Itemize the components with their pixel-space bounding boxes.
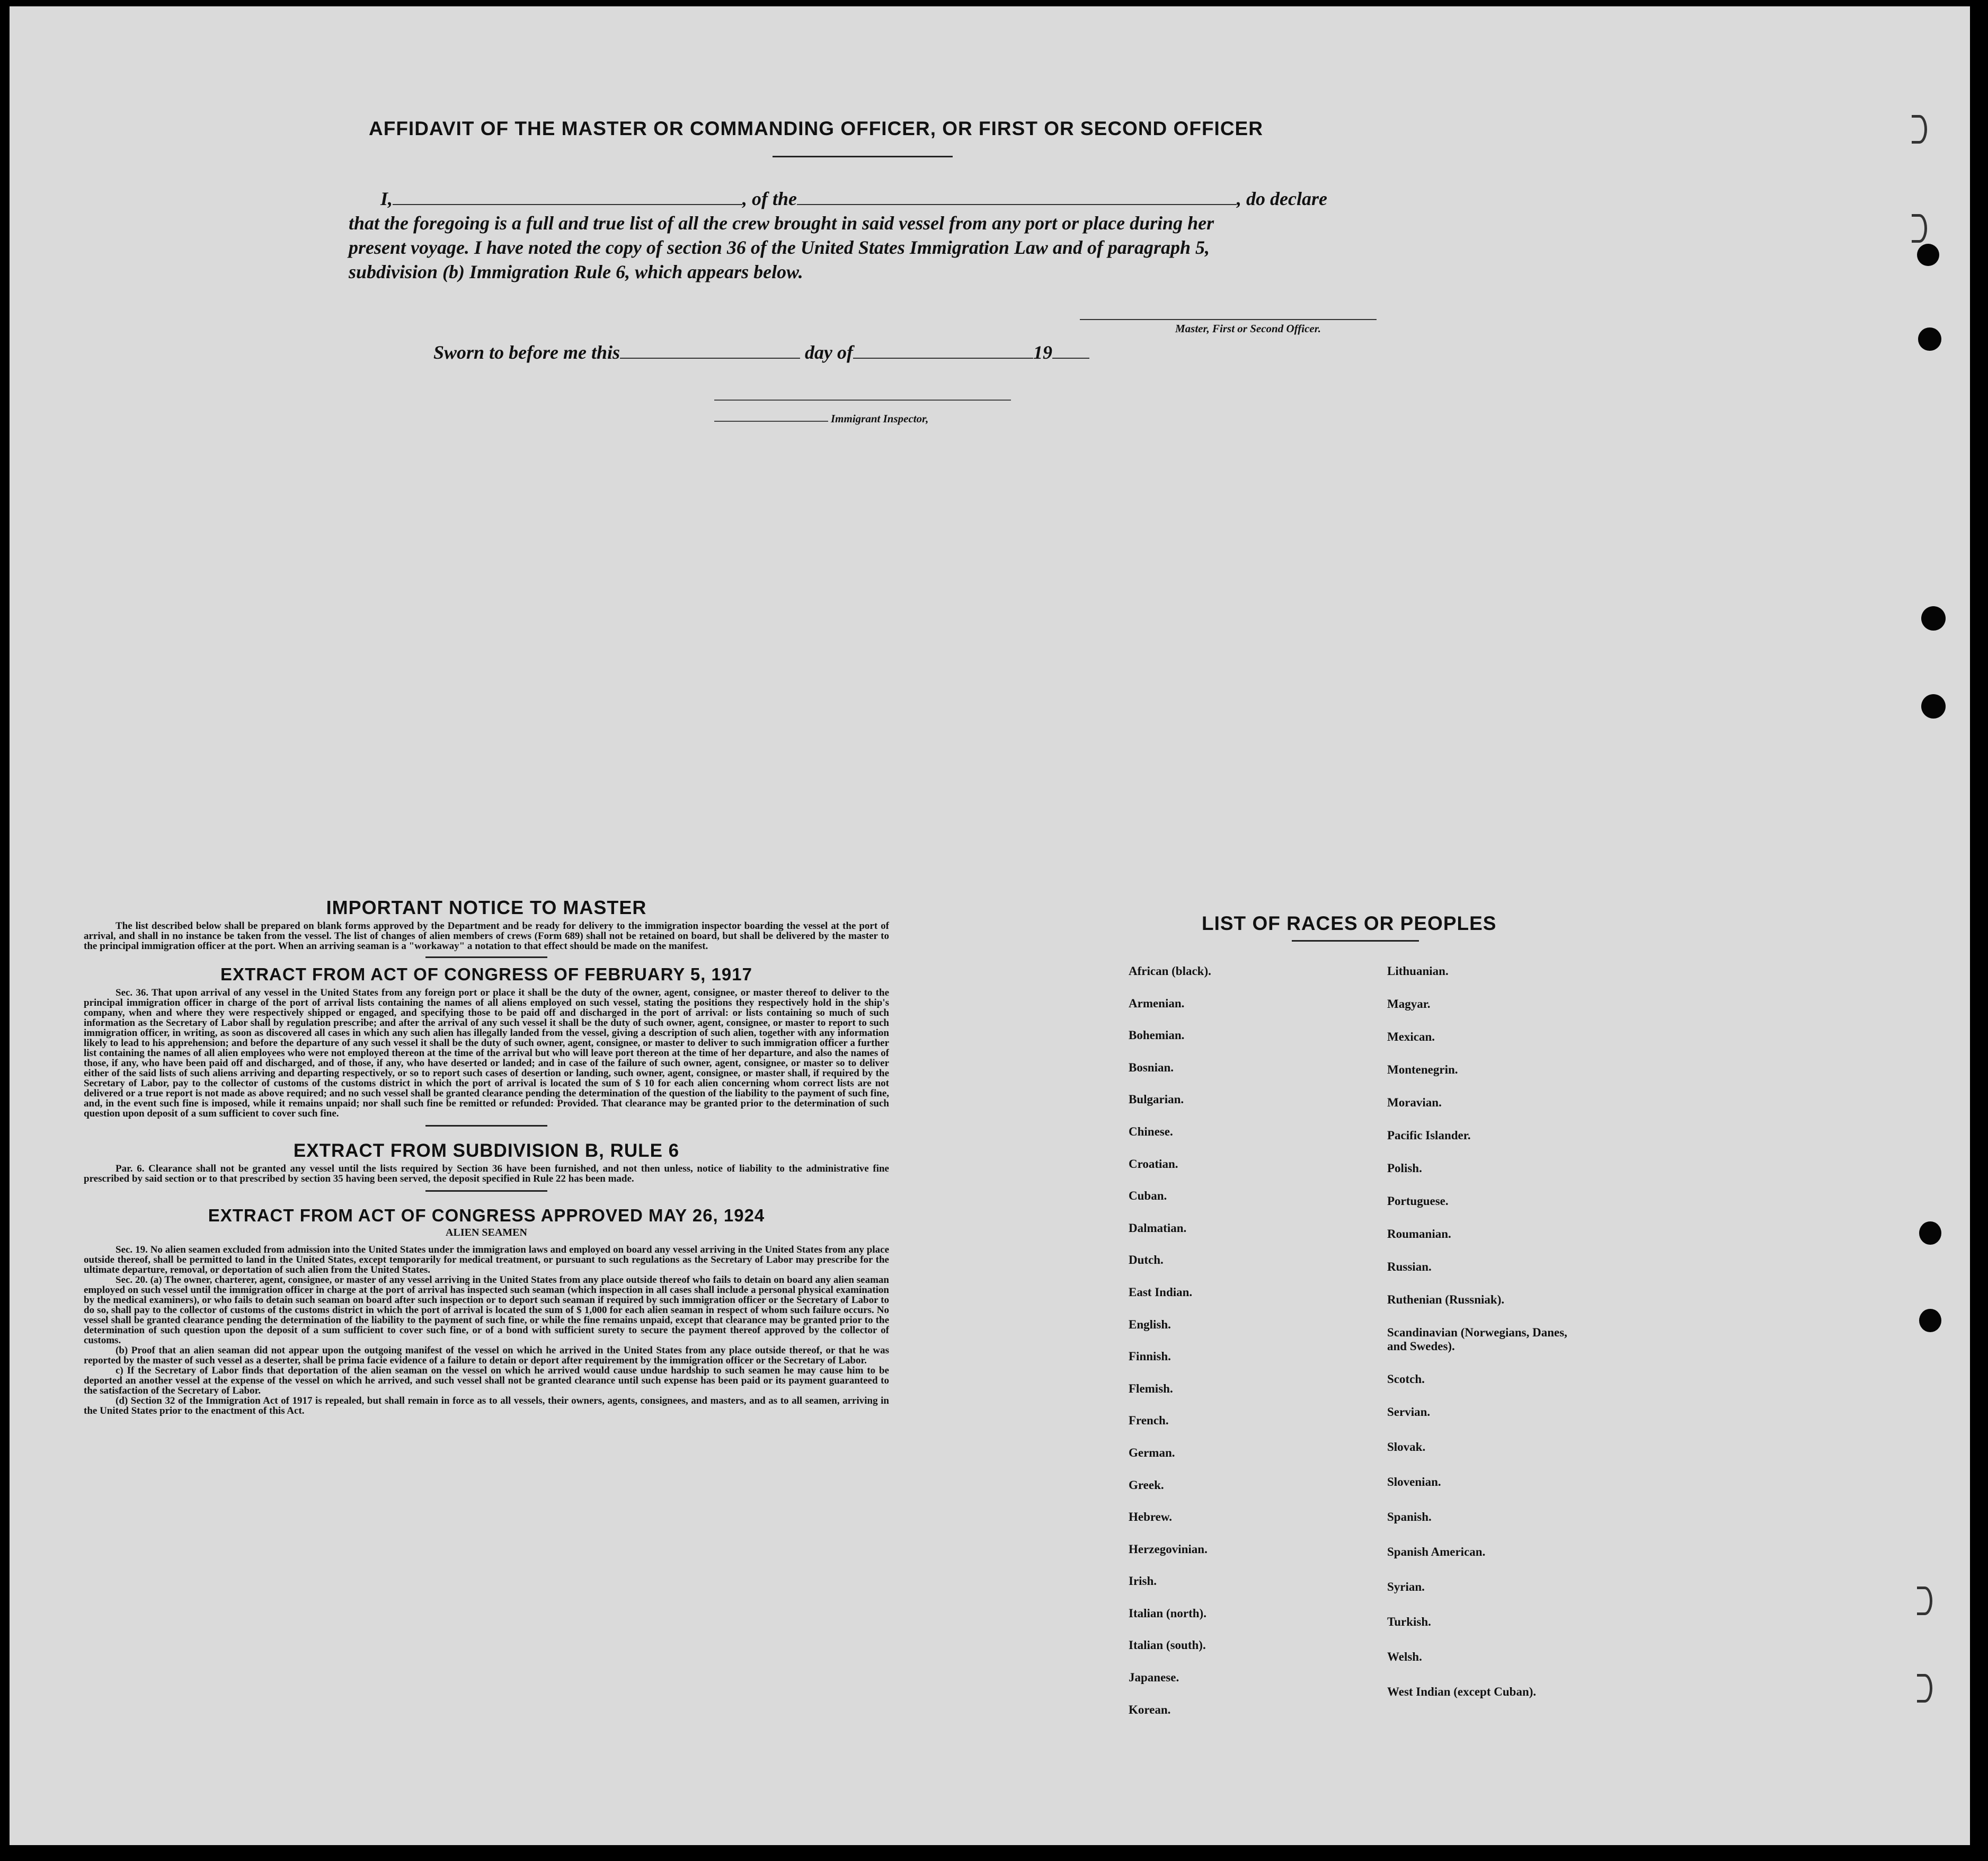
race-item: Croatian.	[1129, 1157, 1178, 1171]
race-item: Finnish.	[1129, 1350, 1171, 1363]
race-item: Montenegrin.	[1387, 1063, 1458, 1076]
race-item: Scandinavian (Norwegians, Danes, and Swedes).	[1387, 1326, 1567, 1353]
punch-hole	[1912, 115, 1927, 144]
sworn-year-field[interactable]	[1052, 342, 1089, 359]
race-item: Bulgarian.	[1129, 1093, 1184, 1106]
notice-body: The list described below shall be prepared on blank forms approved by the Department and be ready for delivery to the immigration inspector boarding the vessel at the port of arrival, and shall in no instance be taken from the vessel. The list of changes of alien members of crews (Form 689) shall not be retained on board, but shall be delivered by the master to the principal immigration officer at the port. When an arriving seaman is a "workaway" a notation to that effect should be made on the manifest.	[84, 920, 889, 952]
sec-20d-body: (d) Section 32 of the Immigration Act of 1917 is repealed, but shall remain in force as to all vessels, their owners, agents, consignees, and masters, and as to all seamen, arriving in the United States prior to the enactment of this Act.	[84, 1395, 889, 1416]
sworn-day-of: day of	[805, 342, 854, 363]
punch-hole	[1921, 606, 1946, 631]
race-item: Irish.	[1129, 1574, 1157, 1588]
race-item: Spanish American.	[1387, 1545, 1486, 1558]
race-item: Russian.	[1387, 1260, 1432, 1273]
sworn-label: Sworn to before me this	[433, 342, 620, 363]
race-item: English.	[1129, 1317, 1171, 1331]
document-page	[10, 6, 1970, 1845]
affidavit-line-4: subdivision (b) Immigration Rule 6, which appears below.	[349, 261, 803, 282]
race-item: German.	[1129, 1446, 1175, 1459]
legal-column	[84, 897, 889, 1416]
race-item: Armenian.	[1129, 996, 1185, 1010]
notice-rule	[425, 956, 547, 958]
affidavit-title: AFFIDAVIT OF THE MASTER OR COMMANDING OFFICER, OR FIRST OR SECOND OFFICER	[369, 118, 1263, 139]
race-item: Portuguese.	[1387, 1194, 1449, 1208]
race-item: African (black).	[1129, 964, 1211, 978]
title-rule	[773, 156, 953, 157]
punch-hole	[1919, 1221, 1941, 1245]
race-item: Slovak.	[1387, 1440, 1426, 1454]
race-item: Lithuanian.	[1387, 964, 1449, 978]
punch-hole	[1919, 1309, 1941, 1332]
name-field[interactable]	[393, 188, 742, 205]
race-item: Japanese.	[1129, 1671, 1179, 1685]
race-item: Turkish.	[1387, 1615, 1431, 1628]
race-item: East Indian.	[1129, 1285, 1193, 1299]
race-item: Moravian.	[1387, 1096, 1442, 1109]
race-item: Scotch.	[1387, 1372, 1425, 1386]
races-title: LIST OF RACES OR PEOPLES	[1202, 912, 1497, 934]
punch-hole	[1917, 1674, 1932, 1703]
affidavit-declare: , do declare	[1237, 188, 1327, 209]
extract-1917-title: EXTRACT FROM ACT OF CONGRESS OF FEBRUARY 5, 1917	[220, 964, 752, 984]
vessel-field[interactable]	[797, 188, 1237, 205]
notice-title: IMPORTANT NOTICE TO MASTER	[326, 897, 647, 918]
signature-line[interactable]	[1080, 314, 1377, 320]
sec-20c-body: c) If the Secretary of Labor finds that deportation of the alien seaman on the vessel on which he arrived would cause undue hardship to such seamen he may cause him to be deported an another vessel at the expense of the vessel on which he arrived, and such vessel shall not be granted clearance until such expense has been paid or its payment guaranteed to the satisfaction of the Secretary of Labor.	[84, 1365, 889, 1396]
inspector-label: Immigrant Inspector,	[831, 412, 929, 425]
affidavit-of-the: , of the	[742, 188, 797, 209]
race-item: Bosnian.	[1129, 1060, 1174, 1074]
race-item: Korean.	[1129, 1703, 1171, 1716]
extract-1924-subtitle: ALIEN SEAMEN	[446, 1227, 527, 1238]
affidavit-line-2: that the foregoing is a full and true list of all the crew brought in said vessel from any port or place during her	[349, 212, 1214, 234]
race-item: Roumanian.	[1387, 1227, 1451, 1240]
sec-20b-body: (b) Proof that an alien seaman did not appear upon the outgoing manifest of the vessel on which he arrived in the United States from any place outside thereof, or that he was reported by the master of such vessel as a deserter, shall be prima facie evidence of a failure to detain or deport after requirement by the immigration officer or the Secretary of Labor.	[84, 1345, 889, 1366]
race-item: Bohemian.	[1129, 1029, 1185, 1042]
races-left-column	[1129, 964, 1362, 1735]
race-item: Welsh.	[1387, 1650, 1422, 1663]
race-item: Hebrew.	[1129, 1510, 1172, 1524]
race-item: Mexican.	[1387, 1030, 1435, 1043]
races-title-rule	[1292, 940, 1419, 942]
affidavit-declaration	[349, 187, 1387, 284]
race-item: Italian (north).	[1129, 1606, 1206, 1620]
race-item: Greek.	[1129, 1478, 1164, 1492]
punch-hole	[1912, 214, 1927, 243]
affidavit-line-3: present voyage. I have noted the copy of section 36 of the United States Immigration Law and of paragraph 5,	[349, 237, 1210, 258]
sworn-month-field[interactable]	[853, 342, 1033, 359]
races-right-column	[1387, 964, 1652, 1720]
race-item: Slovenian.	[1387, 1475, 1441, 1488]
punch-hole	[1917, 1587, 1932, 1615]
sec-20a-body: Sec. 20. (a) The owner, charterer, agent, consignee, or master of any vessel arriving in the United States from any place outside thereof who fails to detain on board any alien seaman employed on such vessel until the immigration officer in charge at the port of arrival has inspected such seaman (which inspection in all cases shall include a personal physical examination by the medical examiners), or who fails to detain such seaman on board after such inspection or to deport such seaman if required by such immigration officer or the Secretary of Labor to do so, shall pay to the collector of customs of the customs district in which the port of arrival is located the sum of $ 1,000 for each alien seaman in respect of whom such failure occurs. No vessel shall be granted clearance pending the determination of the liability to the payment of such fine, or while the fine remains unpaid, except that clearance may be granted prior to the determination of such question upon the deposit of a sum sufficient to cover such fine, or of a bond with sufficient surety to secure the payment thereof approved by the collector of customs.	[84, 1274, 889, 1346]
race-item: Magyar.	[1387, 997, 1431, 1011]
race-item: Ruthenian (Russniak).	[1387, 1293, 1505, 1306]
sworn-year: 19	[1033, 342, 1053, 363]
race-item: Dutch.	[1129, 1253, 1164, 1267]
race-item: Polish.	[1387, 1162, 1422, 1175]
sworn-day-field[interactable]	[620, 342, 800, 359]
race-item: Italian (south).	[1129, 1638, 1206, 1652]
extract-rule6-rule	[425, 1190, 547, 1192]
affidavit-i: I,	[380, 188, 393, 209]
race-item: Herzegovinian.	[1129, 1542, 1208, 1556]
extract-rule6-title: EXTRACT FROM SUBDIVISION B, RULE 6	[293, 1140, 680, 1161]
race-item: Syrian.	[1387, 1580, 1425, 1593]
sec-19-body: Sec. 19. No alien seamen excluded from admission into the United States under the immigration laws and employed on board any vessel arriving in the United States from any place outside thereof, shall be permitted to land in the United States, except temporarily for medical treatment, or pursuant to such regulations as the Secretary of Labor may prescribe for the ultimate departure, removal, or deportation of such alien from the United States.	[84, 1244, 889, 1275]
punch-hole	[1917, 244, 1939, 266]
race-item: Spanish.	[1387, 1510, 1432, 1523]
extract-1924-title: EXTRACT FROM ACT OF CONGRESS APPROVED MAY 26, 1924	[208, 1206, 765, 1225]
signature-label: Master, First or Second Officer.	[1175, 322, 1321, 335]
race-item: Chinese.	[1129, 1124, 1173, 1138]
extract-1917-rule	[425, 1125, 547, 1127]
race-item: Flemish.	[1129, 1381, 1173, 1395]
race-item: Cuban.	[1129, 1189, 1167, 1203]
race-item: French.	[1129, 1414, 1169, 1428]
race-item: West Indian (except Cuban).	[1387, 1685, 1537, 1698]
extract-rule6-body: Par. 6. Clearance shall not be granted any vessel until the lists required by Section 36 have been furnished, and not then unless, notice of liability to the administrative fine prescribed by said section or to that prescribed by section 35 having been served, the deposit specified in Rule 22 has been made.	[84, 1163, 889, 1184]
race-item: Dalmatian.	[1129, 1221, 1187, 1235]
inspector-line[interactable]	[714, 421, 828, 422]
race-item: Pacific Islander.	[1387, 1129, 1471, 1142]
race-item: Servian.	[1387, 1405, 1431, 1419]
inspector-line-top	[714, 400, 1011, 401]
punch-hole	[1921, 694, 1946, 719]
punch-hole	[1918, 327, 1941, 351]
sworn-line	[433, 340, 1089, 365]
extract-1917-body: Sec. 36. That upon arrival of any vessel in the United States from any foreign port or place it shall be the duty of the owner, agent, consignee, or master thereof to deliver to the principal immigration officer in charge of the port of arrival lists containing the names of all aliens employed on such vessel, stating the positions they respectively hold in the ship's company, when and where they were respectively shipped or engaged, and specifying those to be paid off and discharged in the port of arrival: or lists containing so much of such information as the Secretary of Labor shall by regulation prescribe; and after the arrival of any such vessel it shall be the duty of such owner, agent, consignee, or master to report to such immigration officer, in writing, as soon as discovered all cases in which any such alien has illegally landed from the vessel, giving a description of such alien, together with any information likely to lead to his apprehension; and before the departure of any such vessel it shall be the duty of such owner, agent, consignee, or master to deliver to such immigration officer a further list containing the names of all alien employees who were not employed thereon at the time of the arrival but who will leave port thereon at the time of her departure, and also the names of those, if any, who have been paid off and discharged, and of those, if any, who have deserted or landed; and in case of the failure of such owner, agent, consignee, or master so to deliver either of the said lists of such aliens arriving and departing respectively, or so to report such cases of desertion or landing, such owner, agent, consignee, or master shall, if required by the Secretary of Labor, pay to the collector of customs of the customs district in which the port of arrival is located the sum of $ 10 for each alien concerning whom correct lists are not delivered or a true report is not made as above required; and no such vessel shall be granted clearance pending the determination of the question of the liability to the payment of such fine, and, in the event such fine is imposed, while it remains unpaid; nor shall such fine be remitted or refunded: Provided. That clearance may be granted prior to the determination of such question upon deposit of a sum sufficient to cover such fine.	[84, 987, 889, 1119]
